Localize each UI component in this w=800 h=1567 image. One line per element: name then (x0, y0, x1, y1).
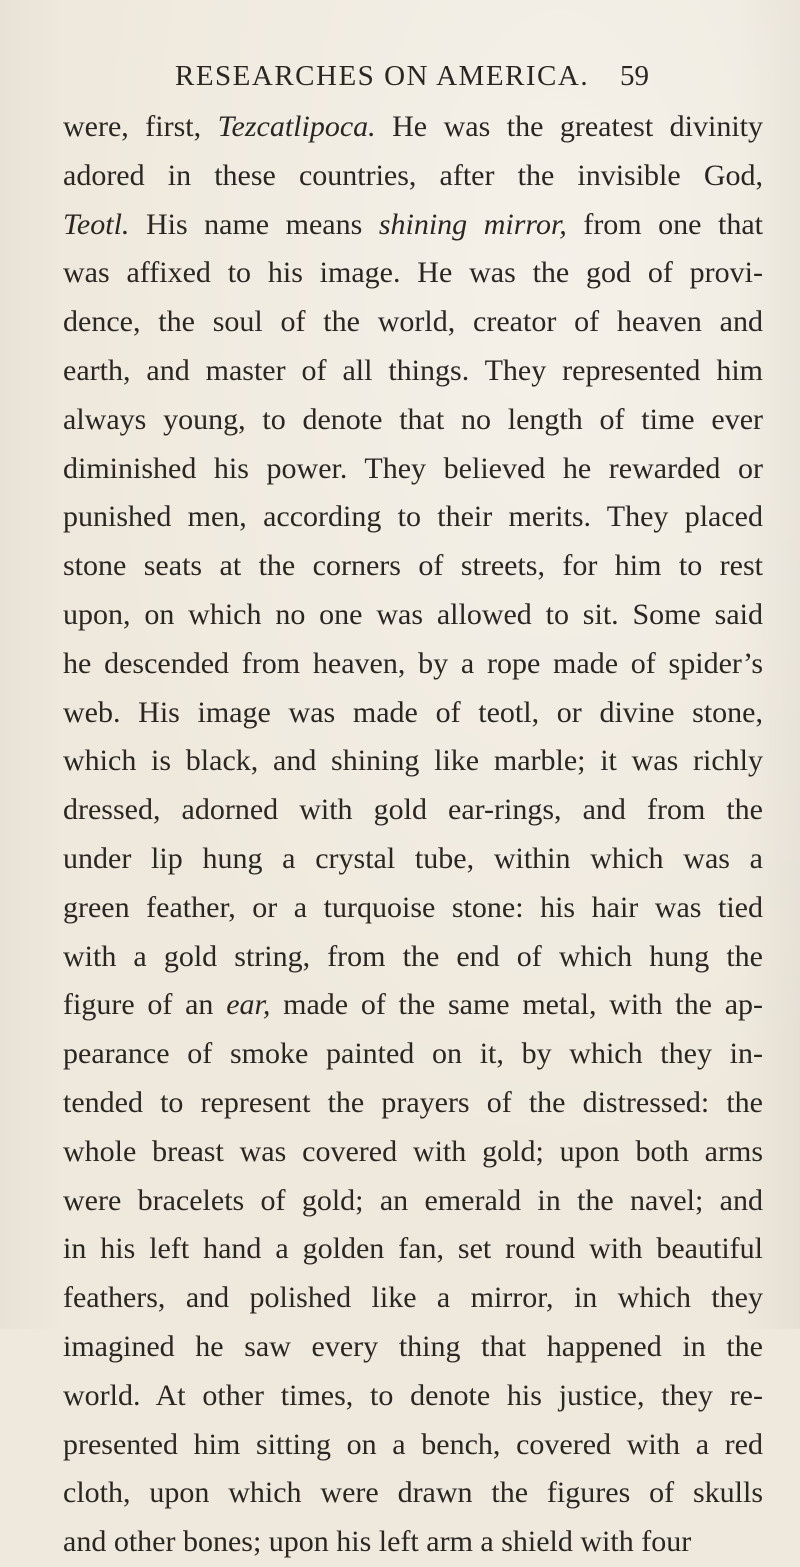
italic-text: Tezcatlipoca. (217, 110, 376, 143)
text-run: tended to represent the prayers of the distressed: the (63, 1085, 763, 1119)
text-run: presented him sitting on a bench, covered with a red (63, 1427, 763, 1461)
text-run: adored in these countries, after the invisible God, (63, 158, 763, 192)
page-number: 59 (620, 60, 649, 92)
text-line (63, 445, 763, 494)
text-line (63, 1469, 763, 1518)
text-run: cloth, upon which were drawn the figures of skulls (63, 1476, 763, 1510)
text-line (63, 1030, 763, 1079)
text-run: imagined he saw every thing that happened in the (63, 1329, 763, 1363)
body-text (63, 103, 763, 1567)
text-line (63, 1421, 763, 1470)
text-line (63, 298, 763, 347)
text-run: whole breast was covered with gold; upon both arms (63, 1134, 763, 1168)
running-head (0, 60, 800, 100)
text-line (63, 640, 763, 689)
italic-text: Teotl. (63, 207, 130, 241)
text-run: with a gold string, from the end of which hung the (63, 939, 763, 973)
text-run: were bracelets of gold; an emerald in the navel; and (63, 1183, 763, 1217)
text-run: His name means (129, 207, 379, 241)
text-run: made of the same metal, with the ap- (270, 988, 763, 1022)
text-line (63, 201, 763, 250)
text-run: diminished his power. They believed he rewarded or (63, 451, 763, 485)
text-line (63, 689, 763, 738)
text-line (63, 786, 763, 835)
text-run: always young, to denote that no length of time ever (63, 402, 763, 436)
text-run: were, first, (63, 110, 218, 143)
text-line (63, 1079, 763, 1128)
text-run: feathers, and polished like a mirror, in which they (63, 1281, 763, 1315)
text-run: in his left hand a golden fan, set round with beautiful (63, 1232, 763, 1266)
text-run: dressed, adorned with gold ear-rings, and from the (63, 793, 763, 827)
text-run: world. At other times, to denote his justice, they re- (63, 1378, 763, 1412)
text-run: earth, and master of all things. They represented him (63, 353, 763, 387)
text-line (63, 1177, 763, 1226)
text-line (63, 1323, 763, 1372)
text-line (63, 933, 763, 982)
text-line (63, 396, 763, 445)
text-run: dence, the soul of the world, creator of heaven and (63, 305, 763, 339)
text-run: pearance of smoke painted on it, by which they in- (63, 1037, 763, 1071)
text-run: from one that (566, 207, 764, 241)
text-run: stone seats at the corners of streets, for him to rest (63, 549, 763, 583)
text-run: which is black, and shining like marble; it was richly (63, 744, 763, 778)
text-line (63, 249, 763, 298)
text-line (63, 1518, 763, 1567)
text-run: green feather, or a turquoise stone: his hair was tied (63, 890, 763, 924)
text-line (63, 591, 763, 640)
running-head-title: RESEARCHES ON AMERICA. (175, 60, 590, 92)
text-line (63, 103, 763, 152)
text-line (63, 1274, 763, 1323)
text-run: punished men, according to their merits. They placed (63, 500, 763, 534)
text-run: and other bones; upon his left arm a shield with four (63, 1525, 692, 1559)
text-run: web. His image was made of teotl, or divine stone, (63, 695, 763, 729)
text-line (63, 542, 763, 591)
text-line (63, 1128, 763, 1177)
text-line (63, 152, 763, 201)
text-run: he descended from heaven, by a rope made of spider’s (63, 646, 763, 680)
text-line (63, 835, 763, 884)
text-line (63, 1225, 763, 1274)
text-line (63, 737, 763, 786)
text-line (63, 1372, 763, 1421)
text-line (63, 493, 763, 542)
text-run: figure of an (63, 988, 227, 1022)
italic-text: shining mirror, (378, 207, 567, 241)
text-line (63, 347, 763, 396)
text-line (63, 981, 763, 1030)
italic-text: ear, (226, 988, 271, 1022)
text-line (63, 884, 763, 933)
text-run: He was the greatest divinity (375, 110, 763, 143)
text-run: under lip hung a crystal tube, within which was a (63, 841, 763, 875)
text-run: was affixed to his image. He was the god of provi- (63, 256, 763, 290)
text-run: upon, on which no one was allowed to sit. Some said (63, 597, 763, 631)
